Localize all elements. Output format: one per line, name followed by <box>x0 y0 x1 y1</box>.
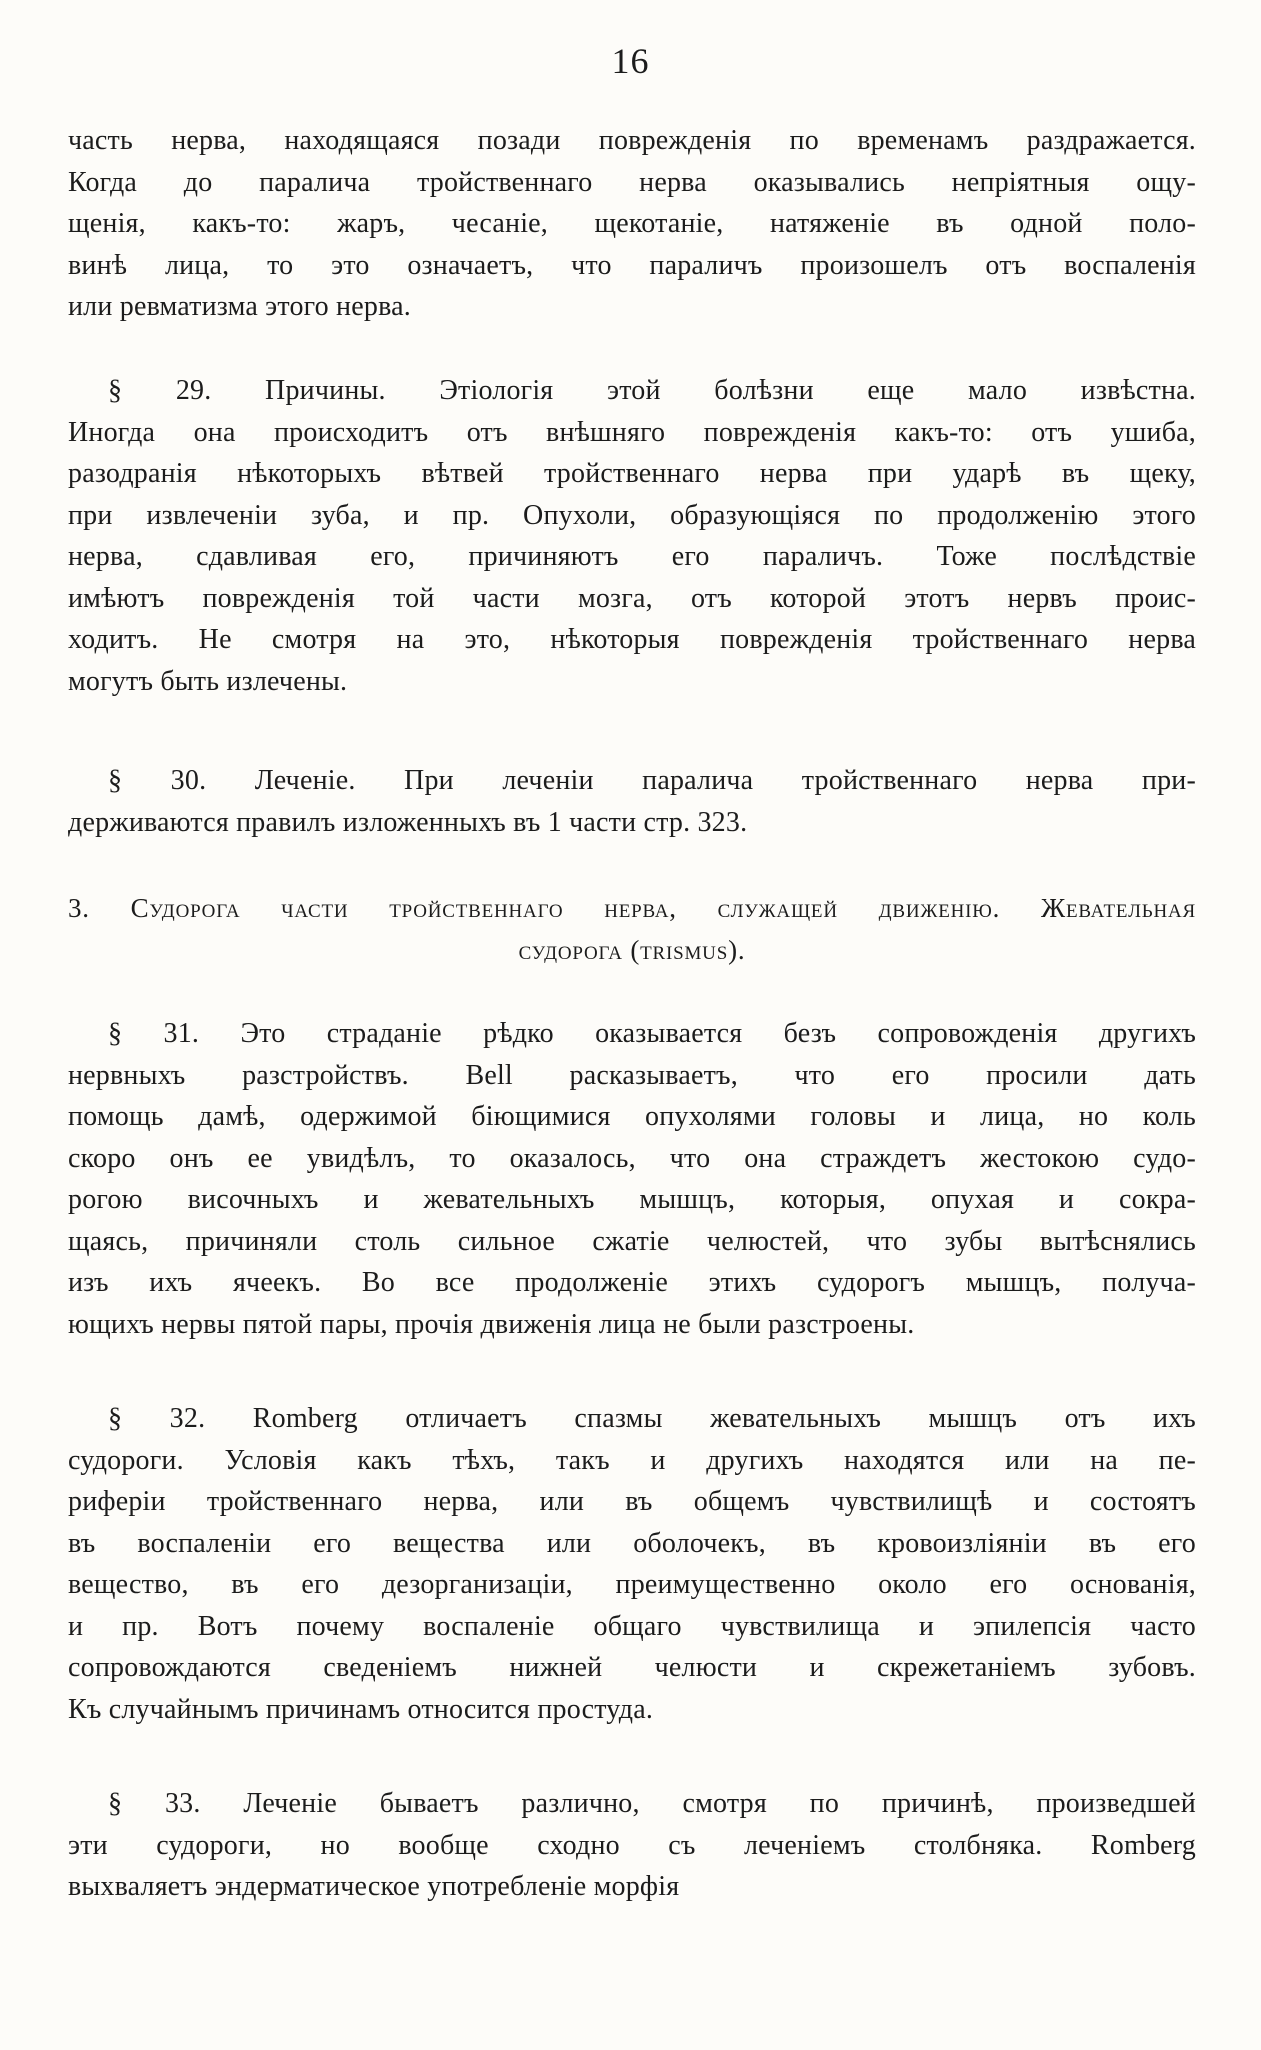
text-line: § 30. Леченіе. При леченіи паралича тройственнаго нерва при- <box>108 765 1196 796</box>
text-line: или ревматизма этого нерва. <box>68 291 411 322</box>
text-line: разодранія нѣкоторыхъ вѣтвей тройственнаго нерва при ударѣ въ щеку, <box>68 458 1196 489</box>
text-line: вещество, въ его дезорганизаціи, преимущественно около его основанія, <box>68 1569 1196 1600</box>
text-line: помощь дамѣ, одержимой біющимися опухолями головы и лица, но коль <box>68 1101 1196 1132</box>
text-line: судороги. Условія какъ тѣхъ, такъ и другихъ находятся или на пе- <box>68 1444 1196 1476</box>
text-line: § 29. Причины. Этіологія этой болѣзни еще мало извѣстна. <box>108 375 1196 406</box>
text-line: нерва, сдавливая его, причиняютъ его параличъ. Тоже послѣдствіе <box>68 541 1196 572</box>
paragraph-30 <box>68 760 1196 843</box>
text-line: щаясь, причиняли столь сильное сжатіе челюстей, что зубы вытѣснялись <box>68 1225 1196 1257</box>
text-line: Иногда она происходитъ отъ внѣшняго поврежденія какъ-то: отъ ушиба, <box>68 416 1196 448</box>
text-line: риферіи тройственнаго нерва, или въ общемъ чувствилищѣ и состоятъ <box>68 1486 1196 1517</box>
text-line: въ воспаленіи его вещества или оболочекъ, въ кровоизліяніи въ его <box>68 1527 1196 1559</box>
text-line: § 32. Romberg отличаетъ спазмы жевательныхъ мышцъ отъ ихъ <box>108 1403 1196 1434</box>
text-line: рогою височныхъ и жевательныхъ мышцъ, которыя, опухая и сокра- <box>68 1184 1196 1215</box>
text-line: часть нерва, находящаяся позади поврежденія по временамъ раздражается. <box>68 125 1196 156</box>
text-line: при извлеченіи зуба, и пр. Опухоли, образующіяся по продолженію этого <box>68 499 1196 531</box>
text-line: эти судороги, но вообще сходно съ леченіемъ столбняка. Romberg <box>68 1829 1196 1861</box>
text-line: изъ ихъ ячеекъ. Во все продолженіе этихъ судорогъ мышцъ, получа- <box>68 1267 1196 1298</box>
text-line: щенія, какъ-то: жаръ, чесаніе, щекотаніе, натяженіе въ одной поло- <box>68 208 1196 239</box>
paragraph-32 <box>68 1398 1196 1730</box>
heading-line: 3. Судорога части тройственнаго нерва, служащей движенію. Жевательная <box>68 893 1196 923</box>
text-line: § 33. Леченіе бываетъ различно, смотря по причинѣ, произведшей <box>108 1788 1196 1819</box>
paragraph-29 <box>68 370 1196 702</box>
paragraph-33 <box>68 1783 1196 1908</box>
paragraph-31 <box>68 1013 1196 1345</box>
text-line: сопровождаются сведеніемъ нижней челюсти и скрежетаніемъ зубовъ. <box>68 1652 1196 1683</box>
text-line: нервныхъ разстройствъ. Bell расказываетъ, что его просили дать <box>68 1059 1196 1091</box>
text-line: Къ случайнымъ причинамъ относится простуда. <box>68 1693 654 1725</box>
paragraph-intro <box>68 120 1196 328</box>
heading-line: судорога (trismus). <box>518 934 746 965</box>
text-line: ходитъ. Не смотря на это, нѣкоторыя поврежденія тройственнаго нерва <box>68 624 1196 655</box>
text-line: держиваются правилъ изложенныхъ въ 1 части стр. 323. <box>68 806 748 838</box>
page-number: 16 <box>611 41 650 81</box>
text-line: винѣ лица, то это означаетъ, что параличъ произошелъ отъ воспаленія <box>68 249 1196 281</box>
text-line: выхваляетъ эндерматическое употребленіе морфія <box>68 1871 680 1902</box>
text-line: имѣютъ поврежденія той части мозга, отъ которой этотъ нервъ проис- <box>68 582 1196 614</box>
text-line: и пр. Вотъ почему воспаленіе общаго чувствилища и эпилепсія часто <box>68 1610 1196 1642</box>
section-heading <box>68 888 1196 971</box>
text-line: могутъ быть излечены. <box>68 665 348 697</box>
text-line: Когда до паралича тройственнаго нерва оказывались непріятныя ощу- <box>68 166 1196 198</box>
text-line: ющихъ нервы пятой пары, прочія движенія лица не были разстроены. <box>68 1308 915 1340</box>
text-line: скоро онъ ее увидѣлъ, то оказалось, что она страждетъ жестокою судо- <box>68 1142 1196 1174</box>
text-line: § 31. Это страданіе рѣдко оказывается безъ сопровожденія другихъ <box>108 1018 1196 1049</box>
